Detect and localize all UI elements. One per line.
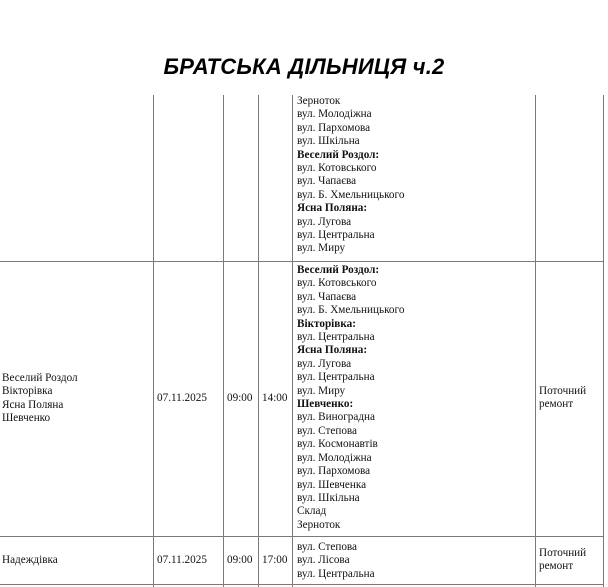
address-line: вул. Центральна — [297, 371, 375, 384]
work-type-line: ремонт — [539, 560, 574, 573]
address-line: вул. Лугова — [297, 215, 352, 228]
table-row-addresses — [297, 541, 375, 581]
column-divider — [258, 95, 259, 587]
address-line: вул. Миру — [297, 384, 346, 397]
table-row-work-type — [539, 547, 586, 574]
settlement-heading: Вікторівка: — [297, 317, 356, 330]
address-line: вул. Пархомова — [297, 465, 371, 478]
work-type-line: Поточний — [539, 547, 587, 559]
address-line: вул. Лісова — [297, 554, 350, 567]
table-row-work-type — [539, 385, 586, 412]
address-line: вул. Молодіжна — [297, 451, 372, 464]
settlement-heading: Ясна Поляна: — [297, 202, 368, 215]
table-row-date: 07.11.2025 — [157, 554, 207, 566]
row-divider — [0, 536, 604, 537]
address-line: вул. Пархомова — [297, 121, 371, 134]
column-divider — [603, 95, 604, 587]
settlement-heading: Веселий Роздол: — [297, 148, 380, 161]
table-row-end-time: 14:00 — [262, 392, 288, 404]
settlement-name: Надеждівка — [2, 554, 58, 566]
settlement-name: Веселий Роздол — [2, 372, 78, 384]
settlement-heading: Шевченко: — [297, 398, 354, 411]
column-divider — [535, 95, 536, 587]
address-line: Склад — [297, 505, 327, 518]
address-line: вул. Шевченка — [297, 478, 367, 491]
address-line: вул. Котовського — [297, 162, 377, 175]
address-line: вул. Центральна — [297, 331, 375, 344]
table-row-end-time: 17:00 — [262, 554, 288, 566]
table-row-addresses — [297, 95, 404, 256]
address-line: вул. Б. Хмельницького — [297, 188, 405, 201]
page-title: БРАТСЬКА ДІЛЬНИЦЯ ч.2 — [163, 54, 445, 79]
table-row-start-time: 09:00 — [227, 554, 253, 566]
address-line: вул. Шкільна — [297, 135, 360, 148]
address-line: вул. Лугова — [297, 357, 352, 370]
row-divider — [0, 584, 604, 585]
table-row-settlements — [2, 372, 78, 426]
column-divider — [153, 95, 154, 587]
address-line: вул. Чапаєва — [297, 290, 357, 303]
address-line: вул. Шкільна — [297, 491, 360, 504]
table-row-start-time: 09:00 — [227, 392, 253, 404]
address-line: вул. Чапаєва — [297, 175, 357, 188]
address-line: вул. Степова — [297, 541, 358, 553]
address-line: вул. Центральна — [297, 567, 375, 580]
address-line: вул. Молодіжна — [297, 108, 372, 121]
address-line: вул. Центральна — [297, 229, 375, 242]
address-line: вул. Б. Хмельницького — [297, 304, 405, 317]
settlement-heading: Ясна Поляна: — [297, 344, 368, 357]
table-row-addresses — [297, 264, 404, 532]
table-row-date: 07.11.2025 — [157, 392, 207, 404]
table-row-settlements — [2, 554, 58, 567]
address-line: вул. Котовського — [297, 277, 377, 290]
work-type-line: Поточний — [539, 385, 587, 397]
address-line: вул. Виноградна — [297, 411, 376, 424]
address-line: Зерноток — [297, 518, 341, 531]
address-line: вул. Степова — [297, 424, 358, 437]
address-line: вул. Миру — [297, 242, 346, 255]
settlement-heading: Веселий Роздол: — [297, 264, 380, 276]
settlement-name: Вікторівка — [2, 385, 53, 398]
work-type-line: ремонт — [539, 398, 574, 411]
address-line: вул. Космонавтів — [297, 438, 378, 451]
column-divider — [292, 95, 293, 587]
row-divider — [0, 261, 604, 262]
settlement-name: Шевченко — [2, 412, 51, 425]
address-line: Зерноток — [297, 95, 341, 107]
column-divider — [223, 95, 224, 587]
settlement-name: Ясна Поляна — [2, 398, 64, 411]
